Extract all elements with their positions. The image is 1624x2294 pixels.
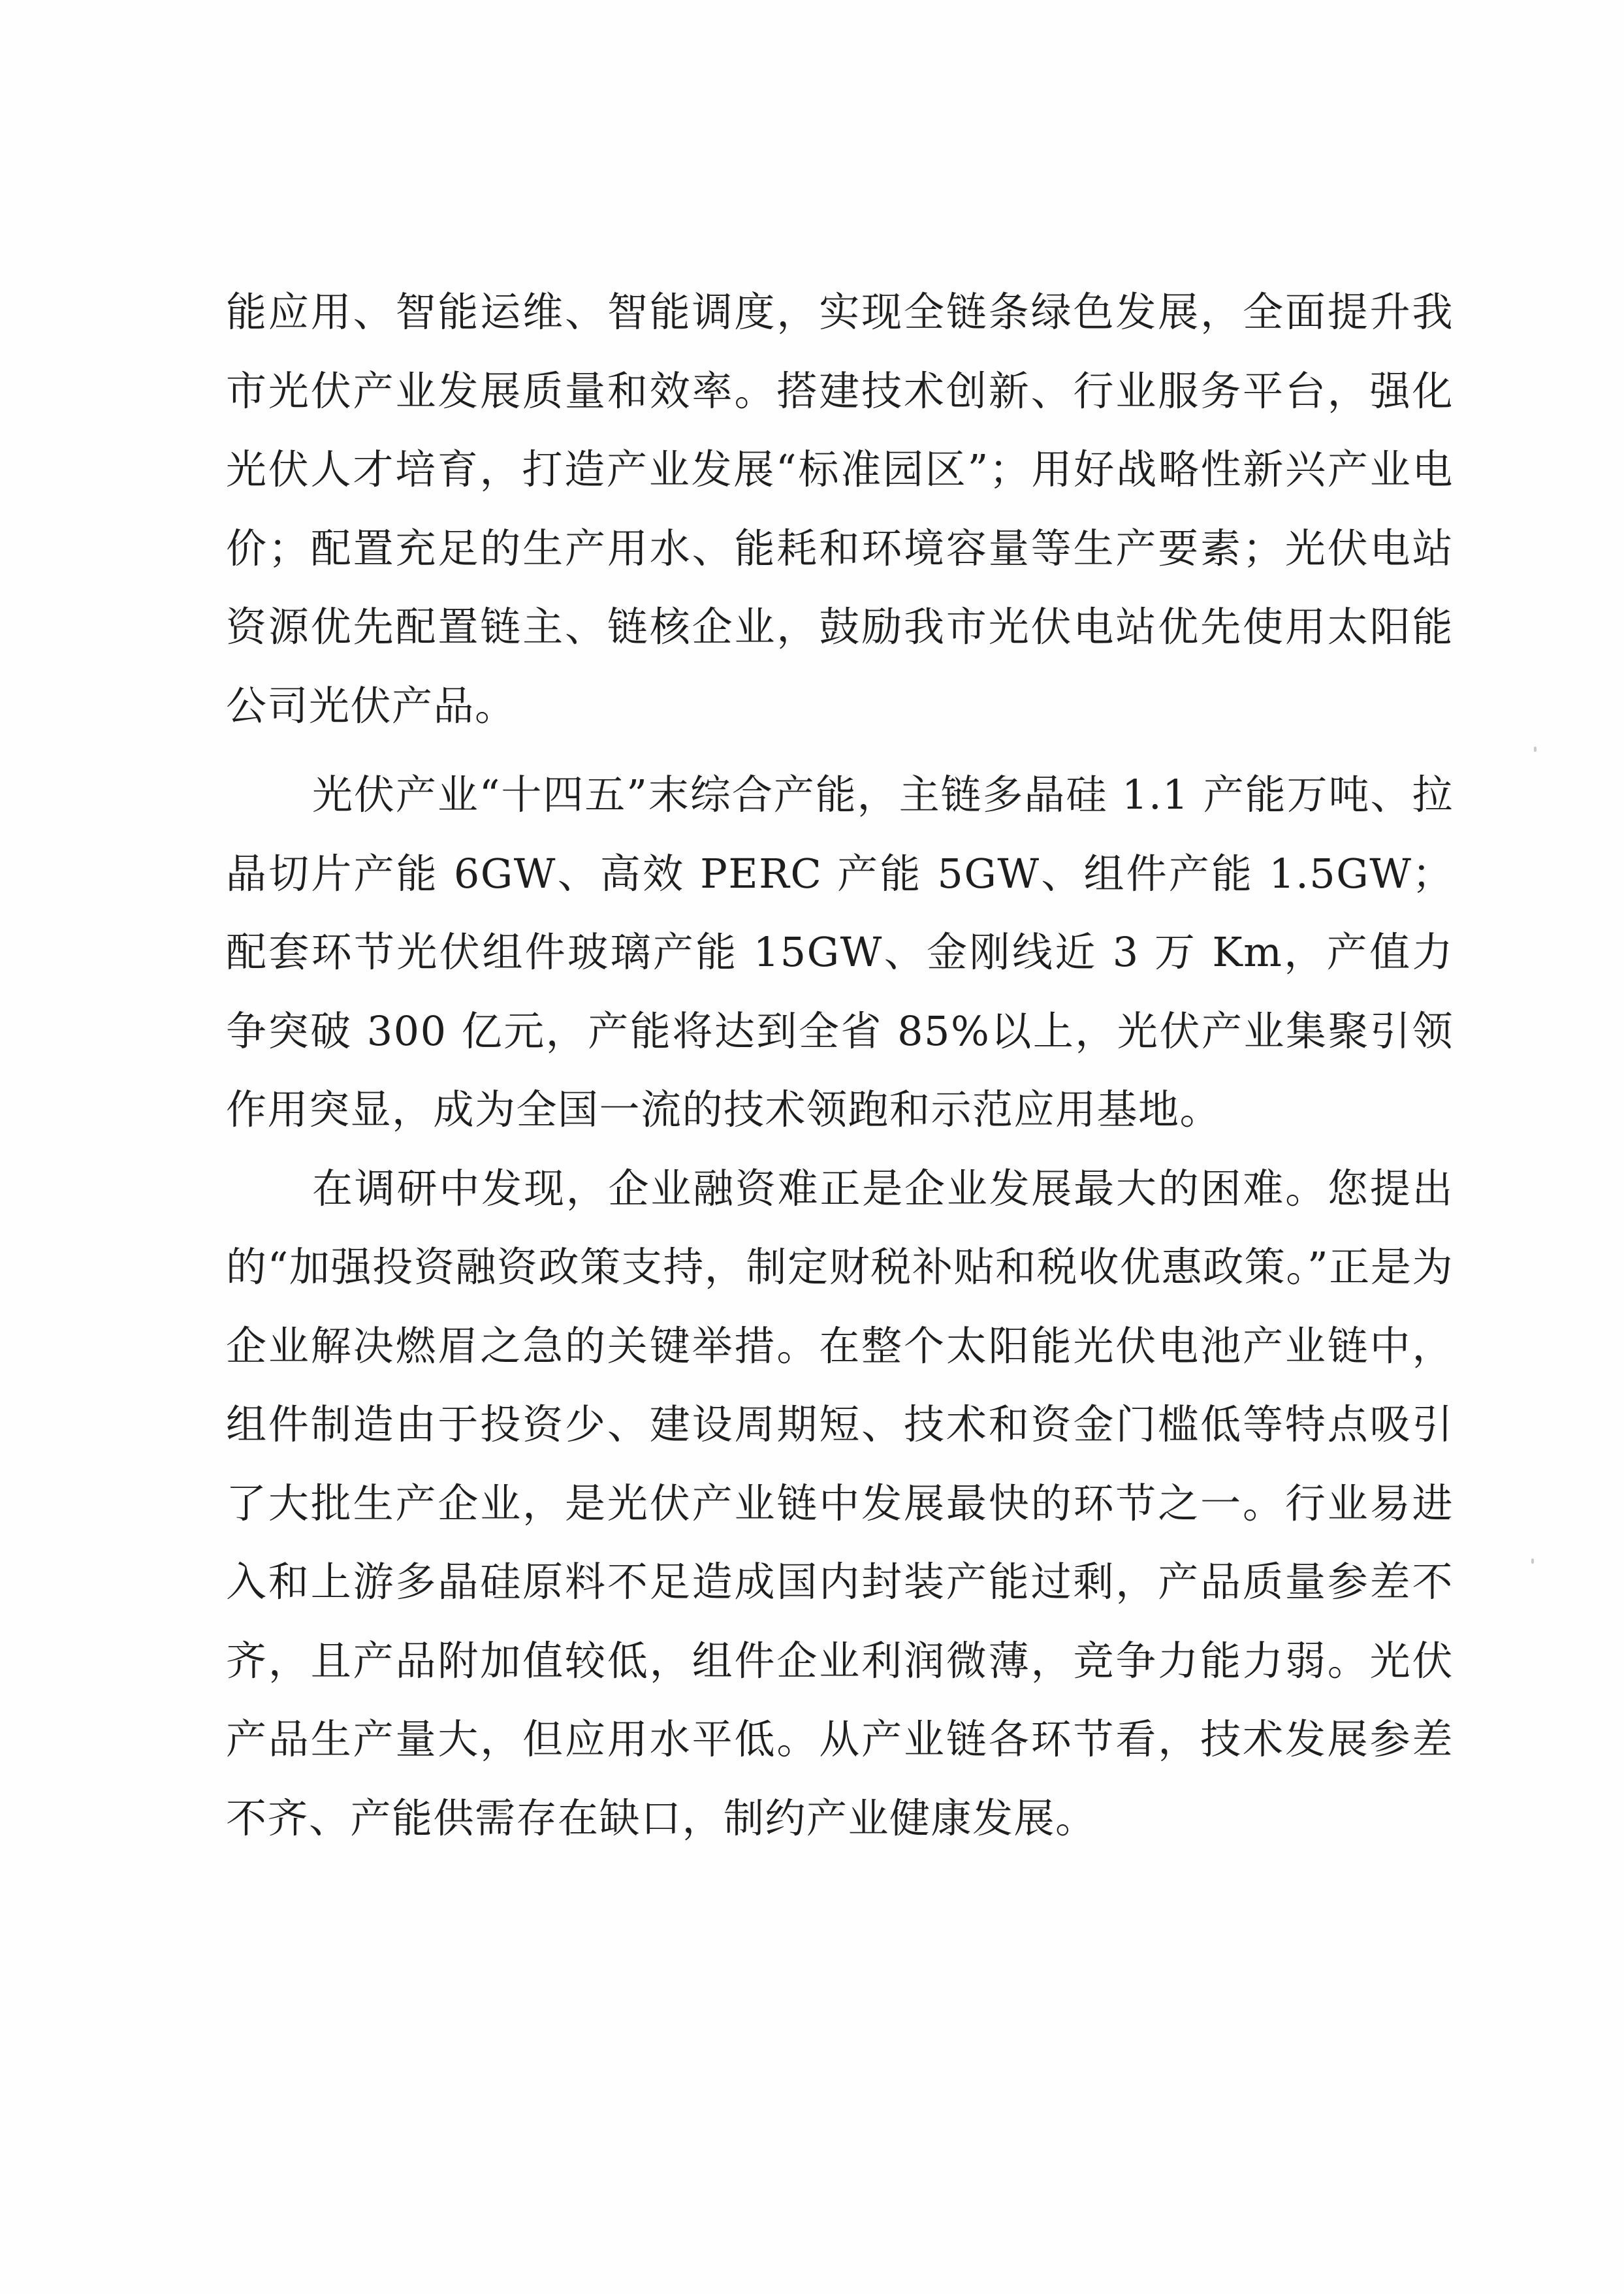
document-body [226,273,1454,1858]
paragraph-capacity-targets: 光伏产业“十四五”末综合产能，主链多晶硅 1.1 产能万吨、拉晶切片产能 6GW、高效 PERC 产能 5GW、组件产能 1.5GW；配套环节光伏组件玻璃产能 15GW、金刚线近 3 万 Km，产值力争突破 300 亿元，产能将达到全省 85%以上，光伏产业集聚引领作用突显，成为全国一流的技术领跑和示范应用基地。 [226,771,1454,1133]
scan-speck [1531,1559,1534,1564]
paragraph-continuation: 能应用、智能运维、智能调度，实现全链条绿色发展，全面提升我市光伏产业发展质量和效率。搭建技术创新、行业服务平台，强化光伏人才培育，打造产业发展“标准园区”；用好战略性新兴产业电价；配置充足的生产用水、能耗和环境容量等生产要素；光伏电站资源优先配置链主、链核企业，鼓励我市光伏电站优先使用太阳能公司光伏产品。 [226,288,1454,730]
paragraph-financing-issues: 在调研中发现，企业融资难正是企业发展最大的困难。您提出的“加强投资融资政策支持，制定财税补贴和税收优惠政策。”正是为企业解决燃眉之急的关键举措。在整个太阳能光伏电池产业链中，组件制造由于投资少、建设周期短、技术和资金门槛低等特点吸引了大批生产企业，是光伏产业链中发展最快的环节之一。行业易进入和上游多晶硅原料不足造成国内封装产能过剩，产品质量参差不齐，且产品附加值较低，组件企业利润微薄，竞争力能力弱。光伏产品生产量大，但应用水平低。从产业链各环节看，技术发展参差不齐、产能供需存在缺口，制约产业健康发展。 [226,1164,1454,1842]
scan-speck [1534,747,1536,752]
